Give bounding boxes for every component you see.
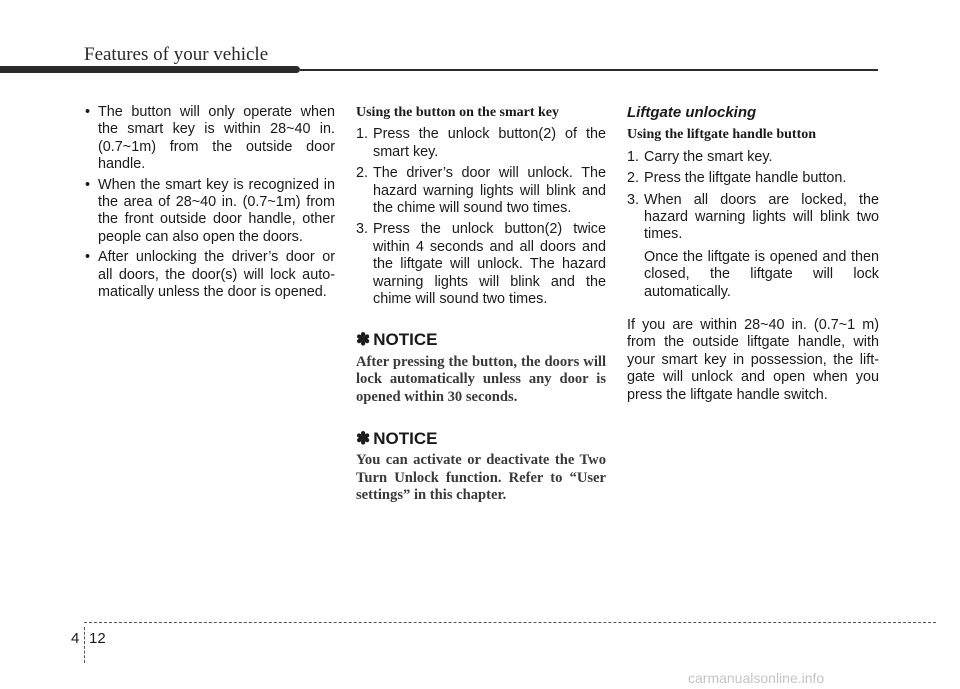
smart-key-button-subheading: Using the button on the smart key (356, 105, 560, 120)
header-rule (300, 69, 878, 71)
bullet-item: • When the smart key is recognized in the area of 28~40 in. (0.7~1m) from the front outside door handle, other people can also open the doors. (84, 177, 335, 247)
liftgate-steps (627, 149, 879, 244)
step-text: The driver’s door will unlock. The hazard warning lights will blink and the chime will sound two times. (373, 165, 606, 217)
step-number: 3. (356, 221, 369, 238)
header-title: Features of your vehicle (84, 44, 269, 65)
liftgate-heading: Liftgate unlocking (627, 104, 757, 121)
notice-star-icon: ✽ (356, 330, 371, 350)
step-item (356, 165, 606, 217)
step-text: Press the unlock button(2) twice within 4 seconds and all doors and the liftgate will unlock. The hazard warning lights will blink and the chime will sound two times. (373, 221, 606, 308)
smart-key-steps (356, 126, 606, 308)
step-text: Carry the smart key. (644, 148, 773, 165)
bullet-list (84, 104, 335, 301)
liftgate-paragraph: If you are within 28~40 in. (0.7~1 m) from the outside liftgate handle, with your smart key in possession, the liftgate will unlock and open when you press the liftgate handle switch. (627, 317, 879, 403)
step-number: 1. (627, 148, 640, 165)
liftgate-subheading: Using the liftgate handle button (627, 127, 817, 143)
notice-heading (356, 331, 606, 348)
column-3 (627, 104, 879, 404)
column-1 (84, 104, 335, 304)
header-bar (0, 66, 300, 73)
column-2 (356, 104, 606, 505)
step-item (627, 192, 879, 244)
step-text: When all doors are locked, the hazard warning lights will blink two times. (644, 191, 879, 243)
step-item (356, 221, 606, 308)
watermark: carmanualsonline.info (688, 670, 825, 686)
step-number: 2. (627, 170, 640, 187)
step-number: 1. (356, 126, 369, 143)
notice-title: NOTICE (373, 428, 438, 448)
step-item (356, 126, 606, 161)
chapter-number: 4 (71, 630, 80, 647)
step-text: Press the unlock button(2) of the smart key. (373, 126, 606, 160)
notice-heading (356, 430, 606, 447)
step-number: 2. (356, 165, 369, 182)
step-number: 3. (627, 191, 640, 208)
footer-rule (84, 622, 936, 623)
page-number: 12 (89, 630, 106, 647)
notice-body: After pressing the button, the doors will lock automatically unless any door is opened within 30 seconds. (356, 353, 606, 406)
footer-divider (84, 627, 85, 663)
bullet-item: • The button will only operate when the smart key is within 28~40 in. (0.7~1m) from the outside door handle. (84, 104, 335, 174)
step-item (627, 149, 879, 166)
step-item (627, 170, 879, 187)
notice-body: You can activate or deactivate the Two Turn Unlock function. Refer to “User settings” in this chapter. (356, 452, 606, 504)
notice-title: NOTICE (373, 330, 438, 350)
notice-star-icon: ✽ (356, 428, 371, 448)
step-text: Press the liftgate handle button. (644, 170, 847, 187)
bullet-item: • After unlocking the driver’s door or all doors, the door(s) will lock automatically unless the door is opened. (84, 249, 335, 301)
liftgate-lock-note: Once the liftgate is opened and then closed, the liftgate will lock automatically. (644, 248, 879, 300)
